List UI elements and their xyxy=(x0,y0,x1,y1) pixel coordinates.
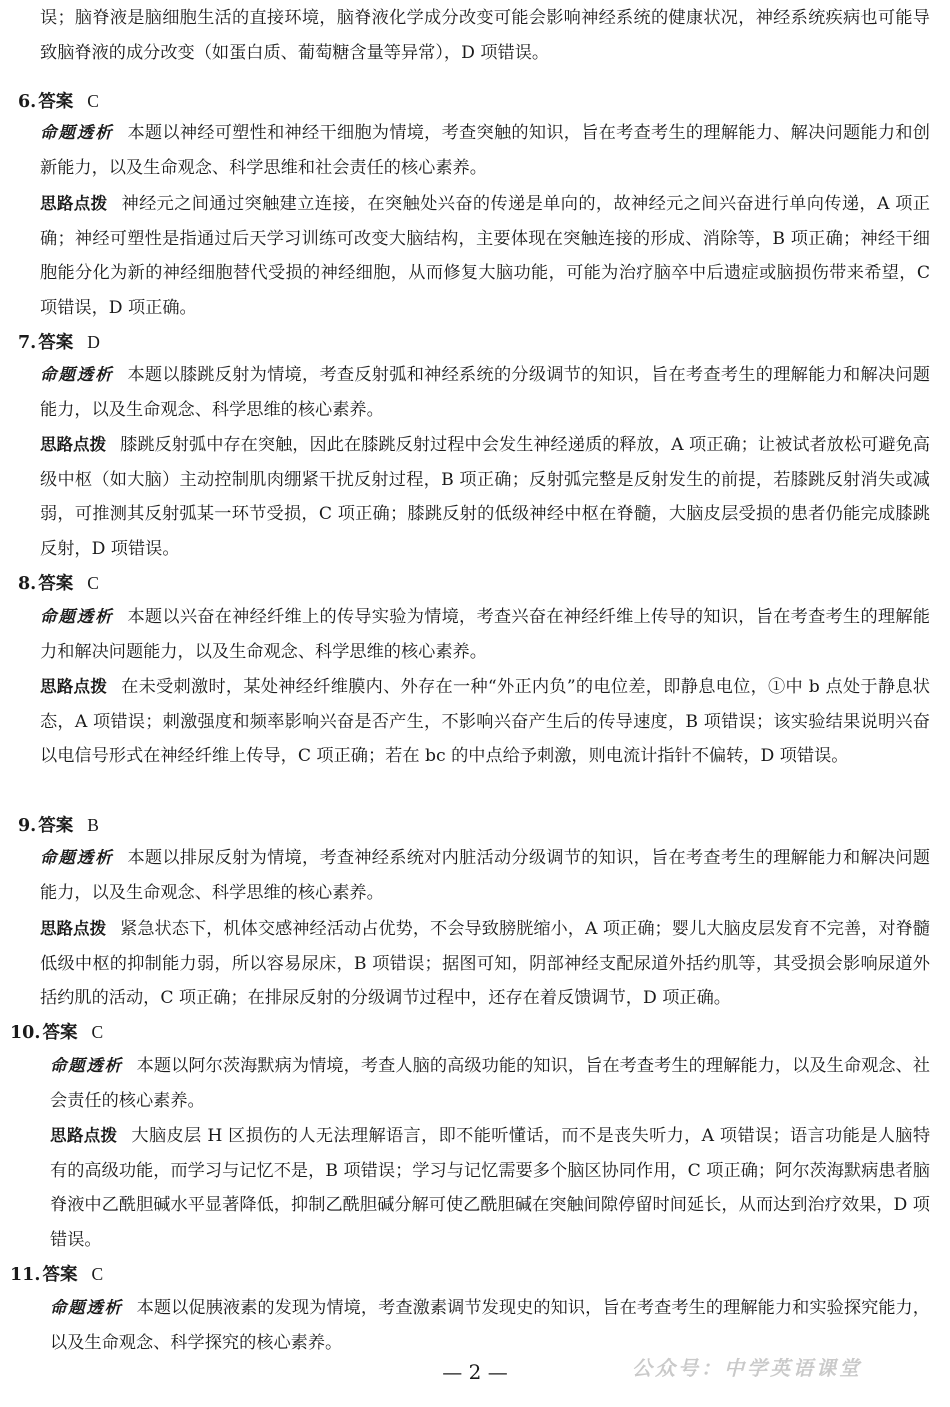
question-number: 6. xyxy=(18,92,37,112)
intent-label: 命题透析 xyxy=(50,1056,123,1075)
question-number: 7. xyxy=(18,333,37,353)
answer-label: 答案 xyxy=(38,574,74,594)
intent-label: 命题透析 xyxy=(40,848,114,867)
answer-letter: C xyxy=(87,91,99,111)
intro-paragraph: 误；脑脊液是脑细胞生活的直接环境，脑脊液化学成分改变可能会影响神经系统的健康状况，神经系统疾病也可能导致脑脊液的成分改变（如蛋白质、葡萄糖含量等异常），D 项错误。 xyxy=(40,8,930,63)
answer-letter: B xyxy=(87,815,99,835)
answer-label: 答案 xyxy=(38,92,74,112)
question-8-header xyxy=(18,566,99,601)
question-number: 11. xyxy=(10,1265,41,1285)
answer-label: 答案 xyxy=(42,1023,78,1043)
hint-text: 膝跳反射弧中存在突触，因此在膝跳反射过程中会发生神经递质的释放，A 项正确；让被试者放松可避免高级中枢（如大脑）主动控制肌肉绷紧干扰反射过程，B 项正确；反射弧完整是反射发生的前提，若膝跳反射消失或减弱，可推测其反射弧某一环节受损，C 项正确；膝跳反射的低级神经中枢在脊髓，大脑皮层受损的患者仍能完成膝跳反射，D 项错误。 xyxy=(40,435,930,559)
question-number: 9. xyxy=(18,816,37,836)
intent-text: 本题以促胰液素的发现为情境，考查激素调节发现史的知识，旨在考查考生的理解能力和实验探究能力，以及生命观念、科学探究的核心素养。 xyxy=(50,1298,930,1353)
intent-label: 命题透析 xyxy=(40,607,114,626)
hint-text: 在未受刺激时，某处神经纤维膜内、外存在一种“外正内负”的电位差，即静息电位，①中 b 点处于静息状态，A 项错误；刺激强度和频率影响兴奋是否产生，不影响兴奋产生后的传导速度，B 项错误；该实验结果说明兴奋以电信号形式在神经纤维上传导，C 项正确；若在 bc 的中点给予刺激，则电流计指针不偏转，D 项错误。 xyxy=(40,677,930,766)
question-7-hint xyxy=(40,428,930,566)
intent-label: 命题透析 xyxy=(40,123,114,142)
question-10-intent xyxy=(50,1049,930,1118)
answer-letter: C xyxy=(91,1264,104,1284)
intent-text: 本题以排尿反射为情境，考查神经系统对内脏活动分级调节的知识，旨在考查考生的理解能力和解决问题能力，以及生命观念、科学思维的核心素养。 xyxy=(40,848,930,903)
intent-text: 本题以阿尔茨海默病为情境，考查人脑的高级功能的知识，旨在考查考生的理解能力，以及生命观念、社会责任的核心素养。 xyxy=(50,1056,930,1111)
hint-label: 思路点拨 xyxy=(40,194,108,213)
hint-text: 神经元之间通过突触建立连接，在突触处兴奋的传递是单向的，故神经元之间兴奋进行单向传递，A 项正确；神经可塑性是指通过后天学习训练可改变大脑结构，主要体现在突触连接的形成、消除等，B 项正确；神经干细胞能分化为新的神经细胞替代受损的神经细胞，从而修复大脑功能，可能为治疗脑卒中后遗症或脑损伤带来希望，C 项错误，D 项正确。 xyxy=(40,194,930,318)
question-10-hint xyxy=(50,1119,930,1257)
hint-label: 思路点拨 xyxy=(40,677,108,696)
intent-text: 本题以神经可塑性和神经干细胞为情境，考查突触的知识，旨在考查考生的理解能力、解决问题能力和创新能力，以及生命观念、科学思维和社会责任的核心素养。 xyxy=(40,123,930,178)
question-9-header xyxy=(18,808,99,843)
question-7-header xyxy=(18,325,100,360)
question-11-intent xyxy=(50,1291,930,1360)
intent-text: 本题以膝跳反射为情境，考查反射弧和神经系统的分级调节的知识，旨在考查考生的理解能力和解决问题能力，以及生命观念、科学思维的核心素养。 xyxy=(40,365,930,420)
hint-label: 思路点拨 xyxy=(40,919,107,938)
question-number: 8. xyxy=(18,574,37,594)
answer-letter: C xyxy=(91,1022,104,1042)
answer-letter: C xyxy=(87,573,99,593)
answer-label: 答案 xyxy=(38,333,74,353)
hint-label: 思路点拨 xyxy=(50,1126,118,1145)
page-number: — 2 — xyxy=(442,1360,508,1384)
answer-label: 答案 xyxy=(38,816,74,836)
hint-label: 思路点拨 xyxy=(40,435,107,454)
question-6-intent xyxy=(40,116,930,185)
question-10-header xyxy=(10,1015,103,1050)
question-8-intent xyxy=(40,600,930,669)
question-6-header xyxy=(18,84,99,119)
intent-label: 命题透析 xyxy=(40,365,114,384)
watermark: 公众号：中学英语课堂 xyxy=(632,1356,862,1380)
intent-text: 本题以兴奋在神经纤维上的传导实验为情境，考查兴奋在神经纤维上传导的知识，旨在考查考生的理解能力和解决问题能力，以及生命观念、科学思维的核心素养。 xyxy=(40,607,930,662)
answer-letter: D xyxy=(87,332,100,352)
intent-label: 命题透析 xyxy=(50,1298,123,1317)
question-6-hint xyxy=(40,187,930,325)
question-number: 10. xyxy=(10,1023,41,1043)
question-9-intent xyxy=(40,841,930,910)
question-9-hint xyxy=(40,912,930,1016)
question-8-hint xyxy=(40,670,930,774)
hint-text: 紧急状态下，机体交感神经活动占优势，不会导致膀胱缩小，A 项正确；婴儿大脑皮层发育不完善，对脊髓低级中枢的抑制能力弱，所以容易尿床，B 项错误；据图可知，阴部神经支配尿道外括约肌等，其受损会影响尿道外括约肌的活动，C 项正确；在排尿反射的分级调节过程中，还存在着反馈调节，D 项正确。 xyxy=(40,919,930,1008)
question-7-intent xyxy=(40,358,930,427)
hint-text: 大脑皮层 H 区损伤的人无法理解语言，即不能听懂话，而不是丧失听力，A 项错误；语言功能是人脑特有的高级功能，而学习与记忆不是，B 项错误；学习与记忆需要多个脑区协同作用，C 项正确；阿尔茨海默病患者脑脊液中乙酰胆碱水平显著降低，抑制乙酰胆碱分解可使乙酰胆碱在突触间隙停留时间延长，从而达到治疗效果，D 项错误。 xyxy=(50,1126,931,1250)
question-11-header xyxy=(10,1257,103,1292)
answer-label: 答案 xyxy=(42,1265,78,1285)
